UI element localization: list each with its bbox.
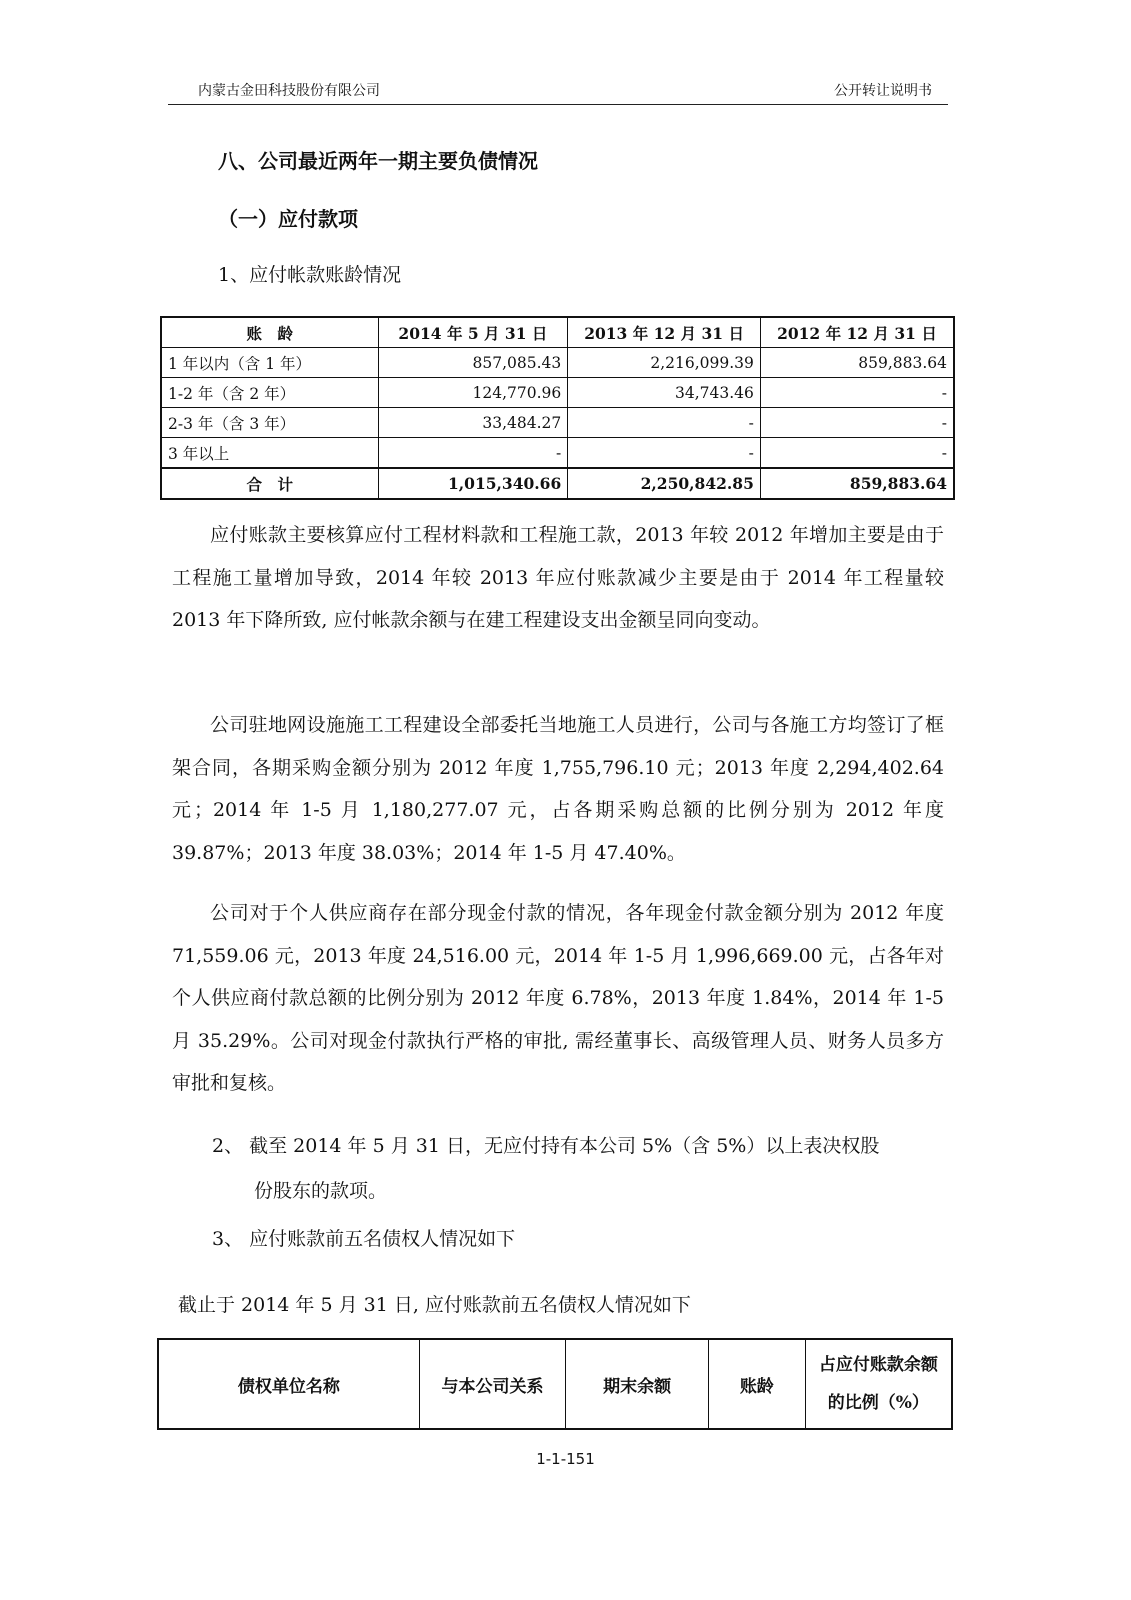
section-title: 八、公司最近两年一期主要负债情况	[218, 149, 538, 173]
aging-value-cell: -	[760, 438, 954, 469]
creditor-header-cell: 债权单位名称	[158, 1339, 419, 1429]
aging-header-cell: 2012 年 12 月 31 日	[760, 317, 954, 348]
aging-total-value: 2,250,842.85	[568, 468, 761, 499]
item2-line2: 份股东的款项。	[254, 1180, 388, 1202]
aging-value-cell: -	[760, 378, 954, 408]
paragraph-payables-explanation: 应付账款主要核算应付工程材料款和工程施工款，2013 年较 2012 年增加主要是由于工程施工量增加导致，2014 年较 2013 年应付账款减少主要是由于 2014 年工程量较 2013 年下降所致, 应付帐款余额与在建工程建设支出金额呈同向变动。	[172, 524, 944, 631]
aging-table	[160, 316, 955, 500]
item1-title: 1、应付帐款账龄情况	[218, 264, 402, 286]
aging-value-cell: 34,743.46	[568, 378, 761, 408]
page-number: 1-1-151	[536, 1450, 595, 1468]
header-doc-title: 公开转让说明书	[834, 83, 932, 99]
aging-label-cell: 2-3 年（含 3 年）	[161, 408, 378, 438]
aging-total-value: 859,883.64	[760, 468, 954, 499]
table-row	[161, 378, 954, 408]
aging-value-cell: 859,883.64	[760, 348, 954, 378]
table-row	[161, 408, 954, 438]
creditor-header-cell: 与本公司关系	[419, 1339, 566, 1429]
page-header	[168, 78, 948, 105]
aging-value-cell: 857,085.43	[378, 348, 568, 378]
aging-header-cell: 2014 年 5 月 31 日	[378, 317, 568, 348]
creditor-intro: 截止于 2014 年 5 月 31 日, 应付账款前五名债权人情况如下	[178, 1294, 691, 1316]
aging-header-cell: 账 龄	[161, 317, 378, 348]
creditor-header-cell: 账龄	[708, 1339, 805, 1429]
aging-header-cell: 2013 年 12 月 31 日	[568, 317, 761, 348]
paragraph-cash-payments: 公司对于个人供应商存在部分现金付款的情况，各年现金付款金额分别为 2012 年度 71,559.06 元，2013 年度 24,516.00 元，2014 年 1-5 月 1,996,669.00 元，占各年对个人供应商付款总额的比例分别为 2012 年度 6.78%，2013 年度 1.84%，2014 年 1-5 月 35.29%。公司对现金付款执行严格的审批, 需经董事长、高级管理人员、财务人员多方审批和复核。	[172, 902, 944, 1094]
creditor-header-cell: 占应付账款余额的比例（%）	[805, 1339, 952, 1429]
aging-value-cell: -	[568, 408, 761, 438]
aging-label-cell: 1-2 年（含 2 年）	[161, 378, 378, 408]
aging-table-header	[161, 317, 954, 348]
aging-value-cell: 2,216,099.39	[568, 348, 761, 378]
subsection-title: （一）应付款项	[218, 207, 358, 231]
aging-value-cell: -	[760, 408, 954, 438]
table-row	[161, 438, 954, 469]
aging-value-cell: -	[378, 438, 568, 469]
header-company: 内蒙古金田科技股份有限公司	[198, 83, 380, 99]
aging-total-row	[161, 468, 954, 499]
aging-total-value: 1,015,340.66	[378, 468, 568, 499]
item2-shareholder-payables	[212, 1124, 944, 1214]
aging-label-cell: 3 年以上	[161, 438, 378, 469]
creditor-table	[157, 1338, 953, 1430]
aging-value-cell: -	[568, 438, 761, 469]
creditor-header-cell: 期末余额	[566, 1339, 709, 1429]
aging-value-cell: 124,770.96	[378, 378, 568, 408]
item2-line1: 2、 截至 2014 年 5 月 31 日，无应付持有本公司 5%（含 5%）以上表决权股	[212, 1135, 880, 1157]
item3-title: 3、 应付账款前五名债权人情况如下	[212, 1228, 516, 1250]
creditor-table-header	[158, 1339, 952, 1429]
aging-total-label: 合 计	[161, 468, 378, 499]
aging-value-cell: 33,484.27	[378, 408, 568, 438]
table-row	[161, 348, 954, 378]
paragraph-construction-procurement: 公司驻地网设施施工工程建设全部委托当地施工人员进行，公司与各施工方均签订了框架合同，各期采购金额分别为 2012 年度 1,755,796.10 元；2013 年度 2,294,402.64 元；2014 年 1-5 月 1,180,277.07 元，占各期采购总额的比例分别为 2012 年度 39.87%；2013 年度 38.03%；2014 年 1-5 月 47.40%。	[172, 714, 944, 864]
aging-label-cell: 1 年以内（含 1 年）	[161, 348, 378, 378]
